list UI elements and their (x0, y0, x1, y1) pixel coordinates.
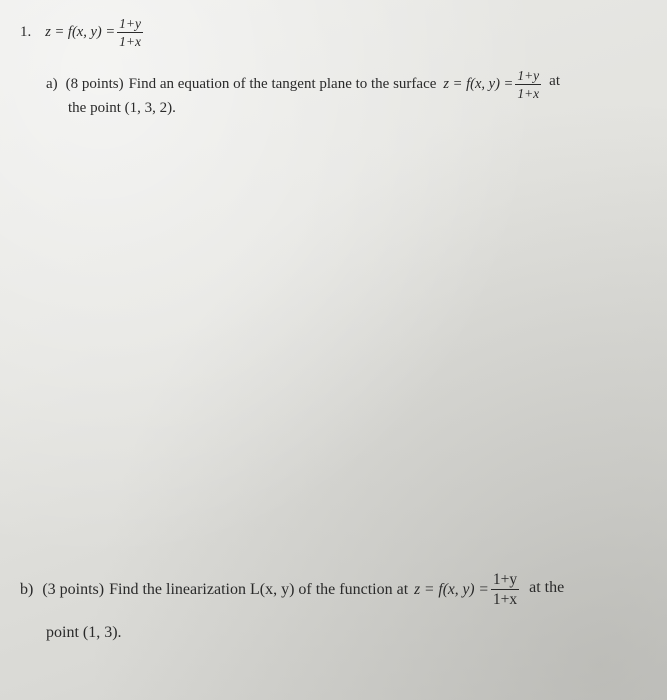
problem-number: 1. (20, 24, 32, 40)
part-a-line-2 (68, 100, 176, 117)
part-b-line-1 (20, 571, 564, 608)
part-b-text: Find the linearization L(x, y) of the function at (109, 580, 409, 598)
part-b-fraction-numerator: 1+y (492, 571, 518, 588)
part-a-line-1 (46, 68, 560, 101)
part-a-after: at (549, 73, 560, 89)
problem-header (20, 16, 145, 49)
part-a-label: a) (46, 76, 58, 92)
part-a-points: (8 points) (65, 76, 124, 92)
part-a-fraction-denominator: 1+x (517, 86, 540, 101)
problem-function-lhs: z = f(x, y) = (45, 24, 116, 40)
part-a-point: the point (1, 3, 2). (68, 100, 176, 116)
problem-fraction-numerator: 1+y (119, 16, 142, 31)
part-b-fraction-denominator: 1+x (492, 591, 518, 608)
part-b-points: (3 points) (42, 580, 105, 598)
part-b-function-lhs: z = f(x, y) = (414, 580, 489, 598)
part-b-label: b) (20, 580, 34, 598)
problem-fraction (117, 16, 143, 49)
part-a-fraction-numerator: 1+y (517, 68, 540, 83)
problem-fraction-denominator: 1+x (119, 34, 142, 49)
part-b-point: point (1, 3). (46, 624, 122, 641)
part-b-line-2 (46, 624, 122, 642)
part-a-function-lhs: z = f(x, y) = (443, 76, 514, 92)
part-a-text: Find an equation of the tangent plane to the surface (128, 76, 437, 92)
part-b-fraction (491, 571, 519, 608)
part-a-fraction (515, 68, 541, 101)
part-b-after: at the (529, 578, 565, 596)
